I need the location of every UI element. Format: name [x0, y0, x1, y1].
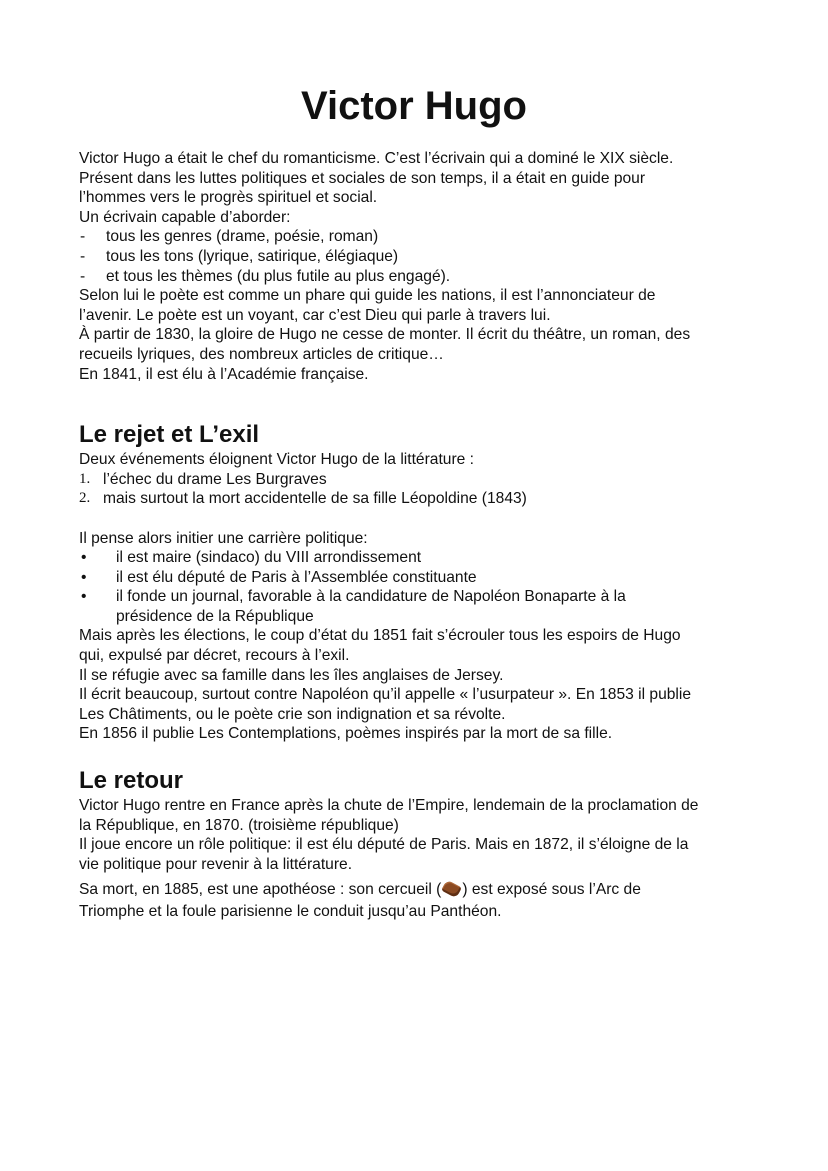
- politics-list: [79, 548, 759, 626]
- list-item: - tous les tons (lyrique, satirique, élégiaque): [80, 247, 399, 265]
- list-item: • il est élu député de Paris à l’Assemblée constituante: [81, 568, 477, 586]
- events-list: [79, 470, 759, 509]
- section2-final-line2: Triomphe et la foule parisienne le conduit jusqu’au Panthéon.: [79, 903, 502, 921]
- section2-line: Il joue encore un rôle politique: il est élu député de Paris. Mais en 1872, il s’éloigne de la: [79, 836, 689, 854]
- section1-line: Mais après les élections, le coup d’état du 1851 fait s’écrouler tous les espoirs de Hugo: [79, 627, 681, 645]
- section-heading-exil: Le rejet et L’exil: [79, 421, 260, 449]
- intro-line: recueils lyriques, des nombreux articles de critique…: [79, 345, 444, 363]
- section1-line: Il écrit beaucoup, surtout contre Napoléon qu’il appelle « l’usurpateur ». En 1853 il publie: [79, 686, 692, 704]
- page-title: Victor Hugo: [301, 84, 527, 128]
- list-item: • il est maire (sindaco) du VIII arrondissement: [81, 549, 422, 567]
- list-item: - tous les genres (drame, poésie, roman): [80, 228, 379, 246]
- intro-line: À partir de 1830, la gloire de Hugo ne cesse de monter. Il écrit du théâtre, un roman, des: [79, 326, 691, 344]
- intro-line: Victor Hugo a était le chef du romanticisme. C’est l’écrivain qui a dominé le XIX siècle.: [79, 150, 674, 167]
- intro-line: Un écrivain capable d’aborder:: [79, 208, 291, 226]
- intro-line: l’hommes vers le progrès spirituel et social.: [79, 189, 378, 207]
- list-item: 1. l’échec du drame Les Burgraves: [79, 470, 327, 488]
- section2-line: vie politique pour revenir à la littérature.: [79, 855, 353, 873]
- list-item: • il fonde un journal, favorable à la candidature de Napoléon Bonaparte à la présidence de la République: [81, 588, 626, 625]
- genres-list: [79, 227, 759, 286]
- document-body: [79, 149, 759, 923]
- section1-line: Les Châtiments, ou le poète crie son indignation et sa révolte.: [79, 705, 506, 723]
- intro-line: En 1841, il est élu à l’Académie française.: [79, 365, 369, 383]
- section1-lead2: Il pense alors initier une carrière politique:: [79, 529, 368, 547]
- section1-line: En 1856 il publie Les Contemplations, poèmes inspirés par la mort de sa fille.: [79, 725, 613, 743]
- intro-line: Présent dans les luttes politiques et sociales de son temps, il a était en guide pour: [79, 169, 646, 187]
- section2-line: la République, en 1870. (troisième république): [79, 816, 399, 834]
- intro-line: l’avenir. Le poète est un voyant, car c’est Dieu qui parle à travers lui.: [79, 306, 551, 324]
- section1-line: qui, expulsé par décret, recours à l’exil.: [79, 647, 350, 665]
- section1-line: Il se réfugie avec sa famille dans les îles anglaises de Jersey.: [79, 666, 504, 684]
- coffin-icon: [442, 880, 463, 899]
- list-item: 2. mais surtout la mort accidentelle de sa fille Léopoldine (1843): [79, 490, 527, 508]
- section2-final-line: Sa mort, en 1885, est une apothéose : son cercueil ( ) est exposé sous l’Arc de: [79, 881, 641, 899]
- list-item: - et tous les thèmes (du plus futile au plus engagé).: [80, 267, 451, 285]
- intro-line: Selon lui le poète est comme un phare qui guide les nations, il est l’annonciateur de: [79, 287, 656, 305]
- section-heading-retour: Le retour: [79, 767, 184, 795]
- section1-lead: Deux événements éloignent Victor Hugo de la littérature :: [79, 451, 474, 469]
- section2-line: Victor Hugo rentre en France après la chute de l’Empire, lendemain de la proclamation de: [79, 797, 699, 815]
